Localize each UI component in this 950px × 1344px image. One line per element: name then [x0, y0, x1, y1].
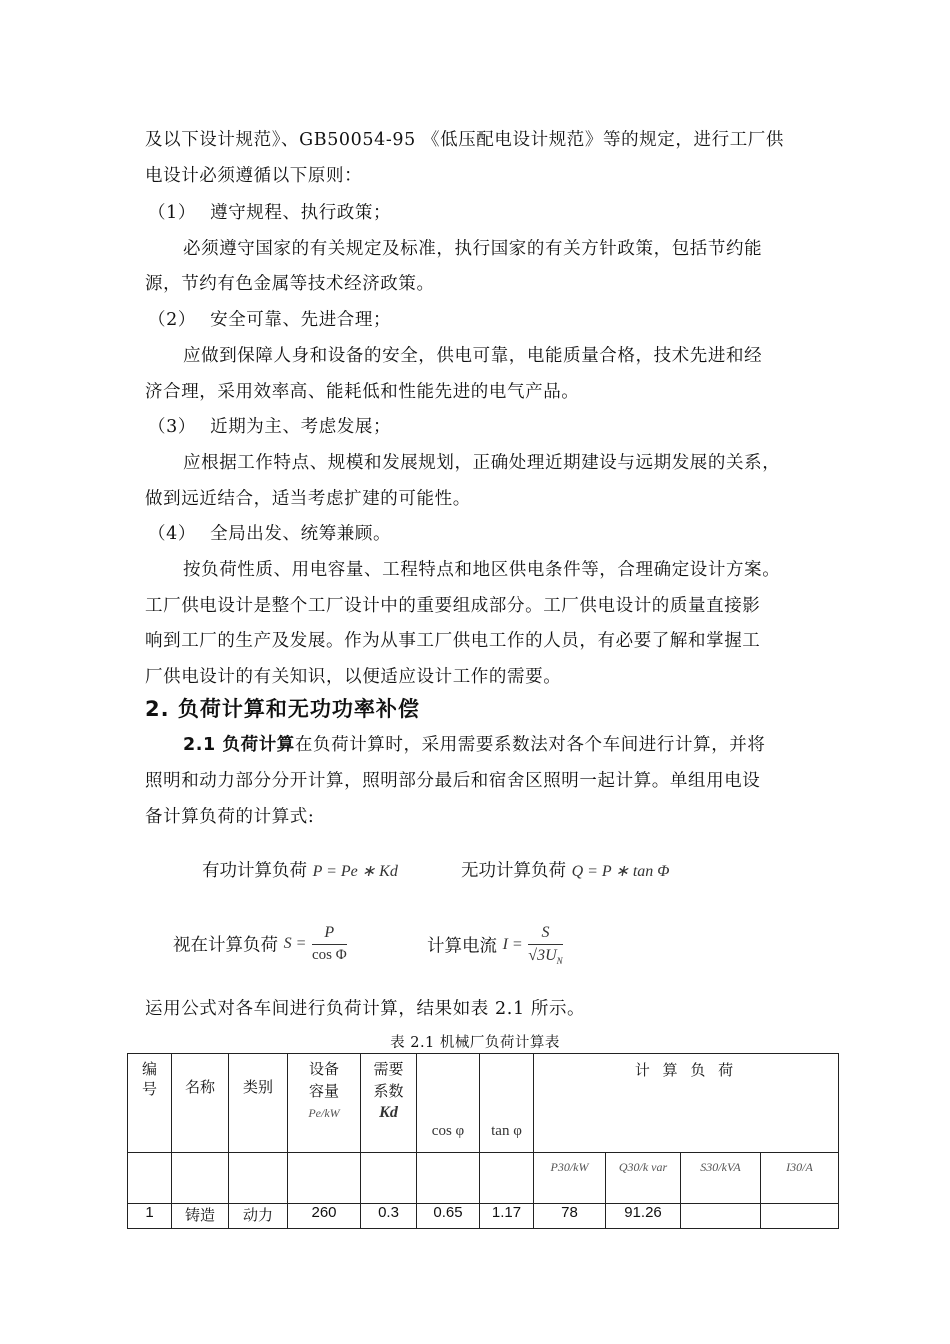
cell-cos: 0.65: [417, 1204, 480, 1229]
empty-cell: [128, 1153, 172, 1204]
list-item-2: [148, 306, 391, 331]
paragraph-line: 厂供电设计的有关知识，以便适应设计工作的需要。: [145, 667, 562, 687]
header-cos: cos φ: [417, 1054, 480, 1153]
paragraph-line: 运用公式对各车间进行负荷计算，结果如表 2.1 所示。: [145, 999, 586, 1019]
cell-i30: [761, 1204, 839, 1229]
paragraph-line: 工厂供电设计是整个工厂设计中的重要组成部分。工厂供电设计的质量直接影: [145, 596, 761, 616]
cell-p30: 78: [534, 1204, 606, 1229]
list-item-label: （2）: [148, 310, 196, 330]
list-item-3: [148, 413, 391, 438]
fraction-numerator: P: [312, 924, 347, 945]
subsection-label: 2.1 负荷计算: [183, 735, 295, 755]
cell-no: 1: [128, 1204, 172, 1229]
section-heading: 2. 负荷计算和无功功率补偿: [145, 697, 420, 721]
cell-tan: 1.17: [480, 1204, 534, 1229]
paragraph-line: 济合理，采用效率高、能耗低和性能先进的电气产品。: [145, 382, 580, 402]
list-item-1: [148, 199, 391, 224]
cell-kd: 0.3: [361, 1204, 417, 1229]
list-item-label: （3）: [148, 417, 196, 437]
formula-label: 计算电流: [427, 936, 497, 957]
header-s30: S30/kVA: [681, 1153, 761, 1204]
reactive-load-formula: [461, 857, 669, 882]
cell-name: 铸造: [172, 1204, 229, 1229]
paragraph-line: 应根据工作特点、规模和发展规划，正确处理近期建设与远期发展的关系，: [183, 453, 781, 473]
paragraph-line: 响到工厂的生产及发展。作为从事工厂供电工作的人员，有必要了解和掌握工: [145, 631, 761, 651]
header-demand-factor: 需要 系数 Kd: [361, 1054, 417, 1153]
load-calculation-table: [127, 1053, 839, 1229]
list-item-text: 安全可靠、先进合理；: [210, 310, 392, 330]
formula-lhs: S =: [283, 935, 307, 952]
list-item-text: 近期为主、考虑发展；: [210, 417, 392, 437]
header-tan: tan φ: [480, 1054, 534, 1153]
paragraph-text: 在负荷计算时，采用需要系数法对各个车间进行计算，并将: [294, 735, 766, 755]
empty-cell: [480, 1153, 534, 1204]
table-subheader-row: [128, 1153, 839, 1204]
current-formula: [427, 924, 563, 966]
fraction-numerator: S: [528, 924, 562, 945]
fraction: [528, 924, 562, 966]
cell-s30: [681, 1204, 761, 1229]
header-no: 编号: [128, 1054, 172, 1153]
paragraph-line: 源，节约有色金属等技术经济政策。: [145, 274, 435, 294]
header-name: 名称: [172, 1054, 229, 1153]
fraction-denominator: cos Φ: [311, 947, 347, 963]
paragraph-line: 按负荷性质、用电容量、工程特点和地区供电条件等，合理确定设计方案。: [183, 560, 781, 580]
empty-cell: [361, 1153, 417, 1204]
header-capacity: 设备 容量 Pe/kW: [288, 1054, 361, 1153]
formula-expression: P = Pe ∗ Kd: [312, 863, 398, 880]
empty-cell: [172, 1153, 229, 1204]
header-calculated-load: 计 算 负 荷: [534, 1054, 839, 1153]
paragraph-line: 应做到保障人身和设备的安全，供电可靠，电能质量合格，技术先进和经: [183, 346, 763, 366]
header-q30: Q30/k var: [606, 1153, 681, 1204]
empty-cell: [417, 1153, 480, 1204]
formula-lhs: I =: [502, 936, 523, 954]
table-row: [128, 1204, 839, 1229]
cell-q30: 91.26: [606, 1204, 681, 1229]
list-item-label: （4）: [148, 524, 196, 544]
empty-cell: [229, 1153, 288, 1204]
apparent-load-formula: [173, 924, 347, 964]
paragraph-line: 必须遵守国家的有关规定及标准，执行国家的有关方针政策，包括节约能: [183, 239, 763, 259]
formula-label: 无功计算负荷: [461, 861, 566, 881]
list-item-text: 全局出发、统筹兼顾。: [210, 524, 392, 544]
list-item-label: （1）: [148, 203, 196, 223]
subsection-line: [183, 731, 766, 756]
list-item-4: [148, 520, 391, 545]
cell-type: 动力: [229, 1204, 288, 1229]
paragraph-line: 电设计必须遵循以下原则：: [145, 166, 363, 186]
list-item-text: 遵守规程、执行政策；: [210, 203, 392, 223]
formula-expression: Q = P ∗ tan Φ: [571, 863, 670, 880]
formula-label: 有功计算负荷: [202, 861, 307, 881]
header-type: 类别: [229, 1054, 288, 1153]
paragraph-line: 及以下设计规范》、GB50054-95 《低压配电设计规范》等的规定，进行工厂供: [145, 130, 785, 150]
active-load-formula: [202, 857, 398, 882]
fraction-denominator: $√3U_N$: [528, 947, 563, 967]
fraction: [312, 924, 347, 964]
empty-cell: [288, 1153, 361, 1204]
paragraph-line: 照明和动力部分分开计算，照明部分最后和宿舍区照明一起计算。单组用电设: [145, 771, 761, 791]
paragraph-line: 做到远近结合，适当考虑扩建的可能性。: [145, 489, 471, 509]
header-i30: I30/A: [761, 1153, 839, 1204]
table-header-row: [128, 1054, 839, 1153]
cell-capacity: 260: [288, 1204, 361, 1229]
header-p30: P30/kW: [534, 1153, 606, 1204]
paragraph-line: 备计算负荷的计算式:: [145, 807, 315, 827]
formula-label: 视在计算负荷: [173, 935, 278, 956]
table-caption: 表 2.1 机械厂负荷计算表: [390, 1035, 560, 1051]
